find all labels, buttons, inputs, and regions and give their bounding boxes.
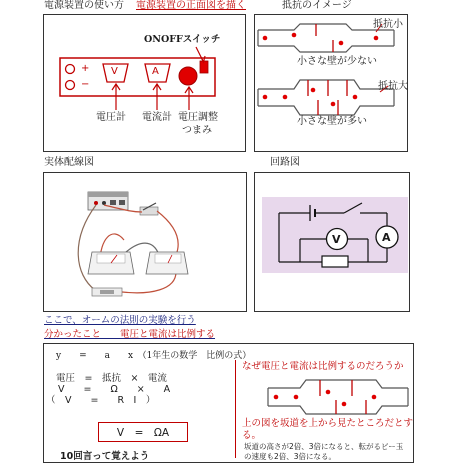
speed-note-2: の速度も2倍、3倍になる。 [244,452,337,461]
voltage-knob-label-2: つまみ [182,125,212,136]
slope-explanation-2: る。 [242,430,262,441]
resistance-image-heading: 抵抗のイメージ [282,0,352,11]
voltmeter-symbol: V [111,66,118,77]
ammeter-label: 電流計 [142,112,172,123]
ohm-experiment-note: ここで、オームの法則の実験を行う [44,315,196,326]
large-resistance-caption: 小さな壁が多い [297,116,367,127]
why-proportional-question: なぜ電圧と電流は比例するのだろうか [242,361,404,372]
circuit-voltmeter-symbol: V [332,233,341,246]
small-resistance-label: 抵抗小 [373,19,403,30]
speed-note: 坂道の高さが2倍、3倍になると、転がるビー玉 [244,442,404,451]
power-supply-heading: 電源装置の使い方 [44,0,124,11]
slope-explanation: 上の図を坂道を上から見たところだとす [242,418,414,429]
small-resistance-caption: 小さな壁が少ない [297,56,377,67]
onoff-label: ONOFFスイッチ [144,34,221,45]
plus-sign: + [81,63,90,74]
memorize-note: 10回言って覚えよう [60,451,150,462]
large-resistance-label: 抵抗大 [378,81,408,92]
voltage-knob-label: 電圧調整 [178,112,218,123]
ohm-law-ri: （ V = R I ） [46,395,156,406]
voltmeter-label: 電圧計 [96,112,126,123]
ohm-law-units: V = Ω × A [58,384,171,395]
ammeter-symbol: A [152,66,159,77]
power-supply-front-heading: 電源装置の正面図を描く [136,0,246,11]
circuit-diagram-heading: 回路図 [270,157,300,168]
ohm-law-words: 電圧 = 抵抗 × 電流 [56,373,167,384]
wiring-diagram-heading: 実体配線図 [44,157,94,168]
boxed-formula-text: V = ΩA [116,426,170,439]
minus-sign: − [81,79,90,90]
proportion-formula: y = a x （1年生の数学 比例の式） [56,351,252,361]
circuit-ammeter-symbol: A [382,231,391,244]
findings-line: 分かったこと 電圧と電流は比例する [44,329,216,340]
